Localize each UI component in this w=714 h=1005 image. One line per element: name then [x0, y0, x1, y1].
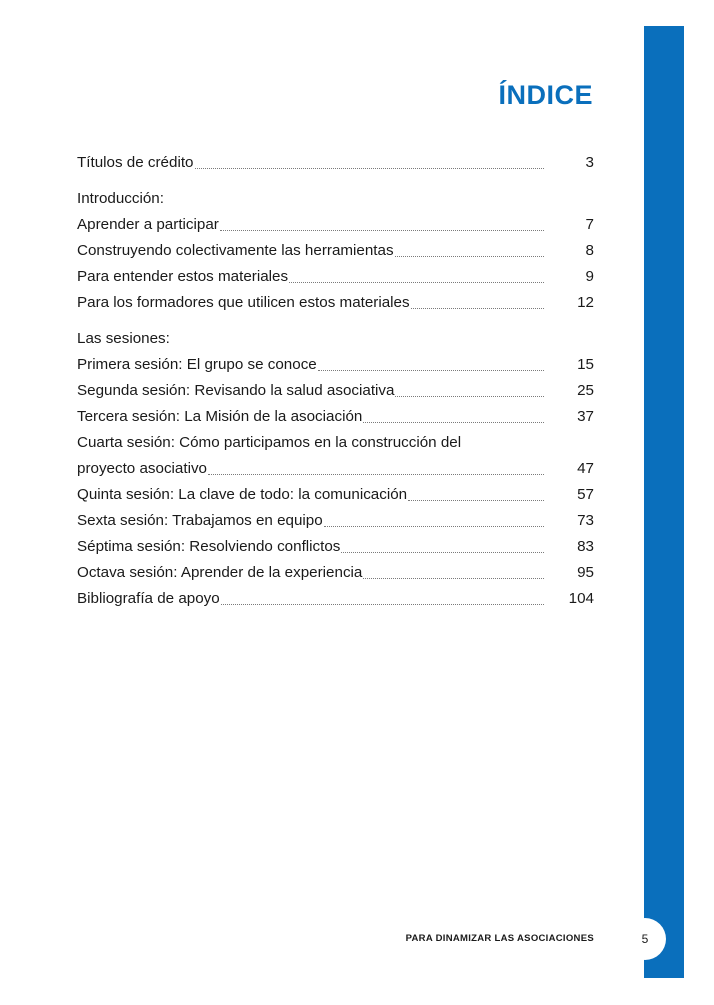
toc-entry-label: Quinta sesión: La clave de todo: la comunicación [77, 486, 408, 503]
dot-leader [341, 551, 544, 553]
dot-leader [289, 281, 544, 283]
toc-entry[interactable] [77, 560, 594, 586]
toc-entry-page: 9 [585, 268, 594, 285]
toc-entry-label-line2: proyecto asociativo [77, 460, 208, 477]
toc-entry[interactable] [77, 212, 594, 238]
dot-leader [395, 395, 544, 397]
toc-entry-label: Para los formadores que utilicen estos materiales [77, 294, 410, 311]
dot-leader [208, 473, 544, 475]
toc-entry-page: 3 [585, 154, 594, 171]
toc-entry-label: Bibliografía de apoyo [77, 590, 220, 607]
toc-entry-label: Séptima sesión: Resolviendo conflictos [77, 538, 341, 555]
toc-entry-label: Títulos de crédito [77, 154, 194, 171]
dot-leader [195, 167, 545, 169]
dot-leader [318, 369, 544, 371]
toc-entry[interactable] [77, 238, 594, 264]
toc-entry-page: 7 [585, 216, 594, 233]
toc-entry-page: 57 [577, 486, 594, 503]
toc-entry-page: 25 [577, 382, 594, 399]
page-title: ÍNDICE [498, 80, 593, 110]
section-heading-intro: Introducción: [77, 190, 164, 207]
toc-entry-label: Sexta sesión: Trabajamos en equipo [77, 512, 323, 529]
dot-leader [395, 255, 544, 257]
toc-entry[interactable] [77, 352, 594, 378]
dot-leader [363, 577, 544, 579]
toc-entry-page: 47 [577, 460, 594, 477]
toc-entry[interactable] [77, 264, 594, 290]
toc-entry-page: 12 [577, 294, 594, 311]
toc-entry-page: 37 [577, 408, 594, 425]
dot-leader [363, 421, 544, 423]
toc-entry-label-line1: Cuarta sesión: Cómo participamos en la construcción del [77, 434, 462, 451]
toc-entry[interactable] [77, 482, 594, 508]
toc-entry[interactable] [77, 508, 594, 534]
footer-publication-title: PARA DINAMIZAR LAS ASOCIACIONES [405, 933, 594, 944]
toc-entry-label: Aprender a participar [77, 216, 219, 233]
toc-entry-page: 83 [577, 538, 594, 555]
dot-leader [408, 499, 544, 501]
toc-entry[interactable] [77, 404, 594, 430]
toc-entry[interactable] [77, 534, 594, 560]
toc-entry-page: 73 [577, 512, 594, 529]
page-number-badge [624, 918, 666, 960]
dot-leader [221, 603, 544, 605]
dot-leader [411, 307, 544, 309]
toc-entry-credits[interactable] [77, 150, 594, 176]
toc-entry-label: Para entender estos materiales [77, 268, 289, 285]
section-heading-sessions: Las sesiones: [77, 330, 170, 347]
table-of-contents [77, 150, 594, 612]
toc-entry-cuarta[interactable] [77, 430, 594, 482]
toc-entry-label: Tercera sesión: La Misión de la asociación [77, 408, 363, 425]
dot-leader [324, 525, 544, 527]
toc-entry[interactable] [77, 586, 594, 612]
toc-entry[interactable] [77, 290, 594, 316]
toc-entry-page: 8 [585, 242, 594, 259]
dot-leader [220, 229, 544, 231]
toc-entry-label: Octava sesión: Aprender de la experiencia [77, 564, 363, 581]
toc-entry-label: Construyendo colectivamente las herramientas [77, 242, 394, 259]
toc-entry-page: 15 [577, 356, 594, 373]
page-number: 5 [641, 932, 649, 946]
toc-entry-label: Primera sesión: El grupo se conoce [77, 356, 317, 373]
side-color-bar [641, 26, 684, 978]
toc-entry[interactable] [77, 378, 594, 404]
toc-entry-page: 95 [577, 564, 594, 581]
toc-entry-label: Segunda sesión: Revisando la salud asociativa [77, 382, 395, 399]
toc-entry-page: 104 [568, 590, 594, 607]
